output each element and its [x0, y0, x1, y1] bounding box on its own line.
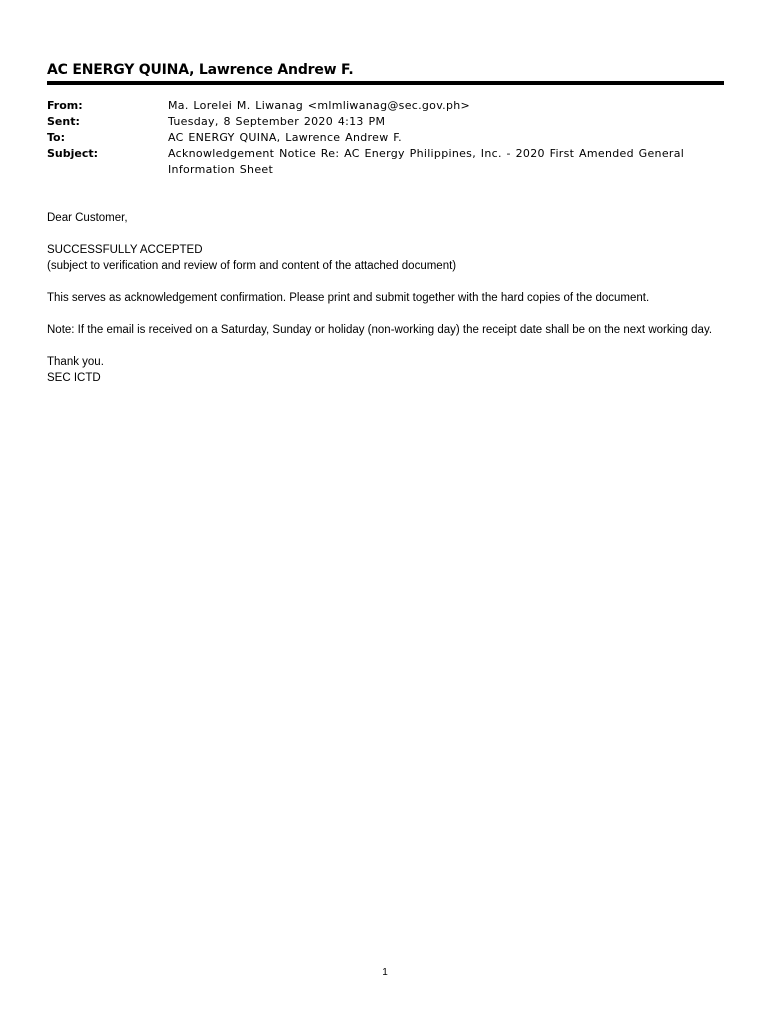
status-line: SUCCESSFULLY ACCEPTED	[47, 244, 203, 256]
subject-label: Subject:	[47, 147, 99, 160]
title-divider	[47, 81, 724, 85]
note-paragraph: Note: If the email is received on a Saturday, Sunday or holiday (non-working day) the receipt date shall be on the next working day.	[47, 324, 713, 336]
to-value: AC ENERGY QUINA, Lawrence Andrew F.	[168, 131, 402, 144]
from-label: From:	[47, 99, 83, 112]
sent-value: Tuesday, 8 September 2020 4:13 PM	[168, 115, 386, 128]
email-body	[47, 210, 717, 386]
to-row	[47, 130, 724, 146]
status-note: (subject to verification and review of form and content of the attached document)	[47, 260, 457, 272]
email-header	[47, 98, 724, 178]
from-row	[47, 98, 724, 114]
greeting: Dear Customer,	[47, 212, 128, 224]
closing: Thank you.	[47, 356, 104, 368]
subject-value: Acknowledgement Notice Re: AC Energy Philippines, Inc. - 2020 First Amended General Information Sheet	[168, 147, 685, 176]
page-number: 1	[382, 967, 388, 978]
sent-label: Sent:	[47, 115, 80, 128]
page-title: AC ENERGY QUINA, Lawrence Andrew F.	[47, 62, 354, 78]
from-value: Ma. Lorelei M. Liwanag <mlmliwanag@sec.gov.ph>	[168, 99, 471, 112]
to-label: To:	[47, 131, 65, 144]
subject-row	[47, 146, 724, 178]
signature: SEC ICTD	[47, 372, 101, 384]
sent-row	[47, 114, 724, 130]
confirmation-paragraph: This serves as acknowledgement confirmation. Please print and submit together with the hard copies of the document.	[47, 292, 650, 304]
